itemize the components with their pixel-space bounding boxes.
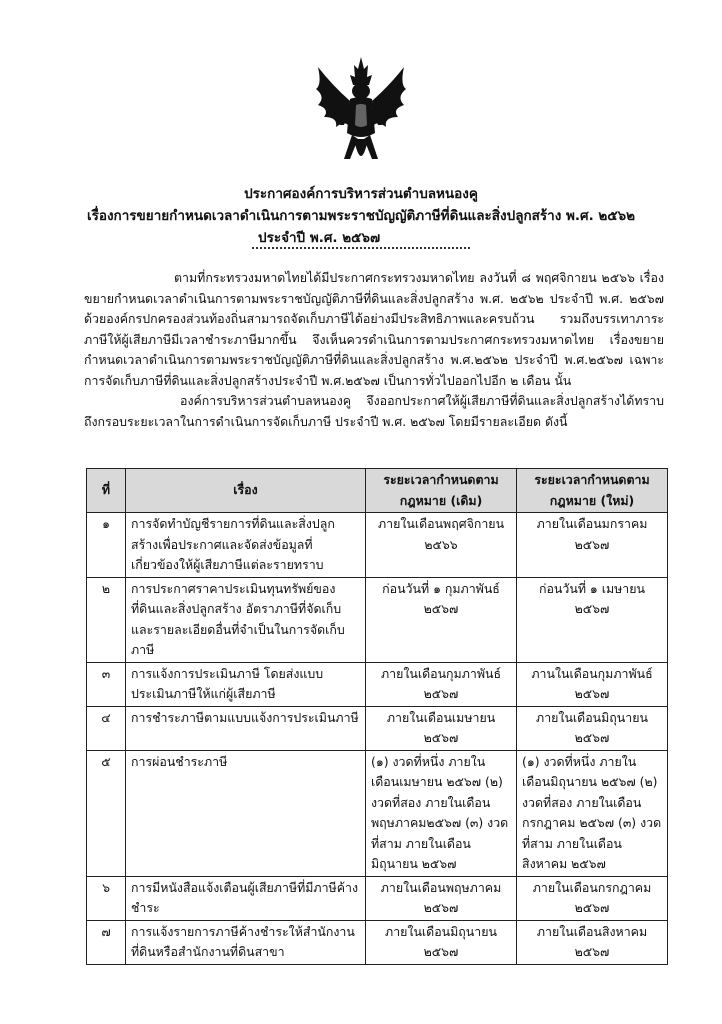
header-old-line1: ระยะเวลากำหนดตาม xyxy=(383,472,499,487)
schedule-table xyxy=(86,468,668,965)
header-subject: เรื่อง xyxy=(126,469,366,513)
row-old-deadline: ภายในเดือนกุมภาพันธ์ ๒๕๖๗ xyxy=(366,662,517,706)
row-old-deadline: ก่อนวันที่ ๑ กุมภาพันธ์ ๒๕๖๗ xyxy=(366,577,517,662)
row-old-deadline: ภายในเดือนมิถุนายน ๒๕๖๗ xyxy=(366,920,517,964)
dotted-divider xyxy=(252,247,470,249)
row-new-deadline: ภานในเดือนกุมภาพันธ์ ๒๕๖๗ xyxy=(517,662,668,706)
row-new-deadline: ภายในเดือนกรกฎาคม ๒๕๖๗ xyxy=(517,876,668,920)
row-old-deadline: ภายในเดือนพฤศจิกายน ๒๕๖๖ xyxy=(366,513,517,578)
row-subject: การมีหนังสือแจ้งเตือนผู้เสียภาษีที่มีภาษีค้างชำระ xyxy=(126,876,366,920)
row-new-deadline: (๑) งวดที่หนึ่ง ภายในเดือนมิถุนายน ๒๕๖๗ (๒) งวดที่สอง ภายในเดือนกรกฎาคม ๒๕๖๗ (๓) งวดที่สาม ภายในเดือนสิงหาคม ๒๕๖๗ xyxy=(517,750,668,876)
row-subject: การผ่อนชำระภาษี xyxy=(126,750,366,876)
announcement-title xyxy=(0,183,722,249)
row-old-deadline: ภายในเดือนเมษายน ๒๕๖๗ xyxy=(366,706,517,750)
table-row xyxy=(87,577,668,662)
table-header-row xyxy=(87,469,668,513)
row-new-deadline: ภายในเดือนมิถุนายน ๒๕๖๗ xyxy=(517,706,668,750)
row-subject: การจัดทำบัญชีรายการที่ดินและสิ่งปลูกสร้างเพื่อประกาศและจัดส่งข้อมูลที่เกี่ยวข้องให้ผู้เสียภาษีแต่ละรายทราบ xyxy=(126,513,366,578)
title-line-3: ประจำปี พ.ศ. ๒๕๖๗ xyxy=(258,230,381,246)
header-new-line2: กฎหมาย (ใหม่) xyxy=(549,492,635,508)
title-line-1: ประกาศองค์การบริหารส่วนตำบลหนองคู xyxy=(244,186,478,202)
row-no: ๗ xyxy=(87,920,126,964)
announcement-body xyxy=(84,268,664,432)
header-new-line1: ระยะเวลากำหนดตาม xyxy=(534,472,650,487)
row-new-deadline: ภายในเดือนสิงหาคม ๒๕๖๗ xyxy=(517,920,668,964)
body-paragraph-2: องค์การบริหารส่วนตำบลหนองคู จึงออกประกาศให้ผู้เสียภาษีที่ดินและสิ่งปลูกสร้างได้ทราบถึงกรอบระยะเวลาในการดำเนินการจัดเก็บภาษี ประจำปี พ.ศ. ๒๕๖๗ โดยมีรายละเอียด ดังนี้ xyxy=(84,393,664,429)
row-no: ๒ xyxy=(87,577,126,662)
row-subject: การประกาศราคาประเมินทุนทรัพย์ของที่ดินและสิ่งปลูกสร้าง อัตราภาษีที่จัดเก็บ และรายละเอียดอื่นที่จำเป็นในการจัดเก็บภาษี xyxy=(126,577,366,662)
row-subject: การแจ้งรายการภาษีค้างชำระให้สำนักงานที่ดินหรือสำนักงานที่ดินสาขา xyxy=(126,920,366,964)
title-line-2: เรื่องการขยายกำหนดเวลาดำเนินการตามพระราชบัญญัติภาษีที่ดินและสิ่งปลูกสร้าง พ.ศ. ๒๕๖๒ xyxy=(86,208,636,224)
row-subject: การแจ้งการประเมินภาษี โดยส่งแบบประเมินภาษีให้แก่ผู้เสียภาษี xyxy=(126,662,366,706)
table-row xyxy=(87,876,668,920)
row-new-deadline: ก่อนวันที่ ๑ เมษายน ๒๕๖๗ xyxy=(517,577,668,662)
header-old-line2: กฎหมาย (เดิม) xyxy=(399,492,483,508)
table-row xyxy=(87,513,668,578)
row-new-deadline: ภายในเดือนมกราคม ๒๕๖๗ xyxy=(517,513,668,578)
table-row xyxy=(87,920,668,964)
row-no: ๕ xyxy=(87,750,126,876)
table-row xyxy=(87,750,668,876)
row-no: ๓ xyxy=(87,662,126,706)
table-row xyxy=(87,662,668,706)
row-old-deadline: (๑) งวดที่หนึ่ง ภายในเดือนเมษายน ๒๕๖๗ (๒) งวดที่สอง ภายในเดือนพฤษภาคม๒๕๖๗ (๓) งวดที่สาม ภายในเดือนมิถุนายน ๒๕๖๗ xyxy=(366,750,517,876)
row-no: ๖ xyxy=(87,876,126,920)
body-paragraph-1: ตามที่กระทรวงมหาดไทยได้มีประกาศกระทรวงมหาดไทย ลงวันที่ ๘ พฤศจิกายน ๒๕๖๖ เรื่อง ขยายกำหนดเวลาดำเนินการตามพระราชบัญญัติภาษีที่ดินและสิ่งปลูกสร้าง พ.ศ. ๒๕๖๒ ประจำปี พ.ศ. ๒๕๖๗ ด้วยองค์กรปกครองส่วนท้องถิ่นสามารถจัดเก็บภาษีได้อย่างมีประสิทธิภาพและครบถ้วน รวมถึงบรรเทาภาระภาษีให้ผู้เสียภาษีมีเวลาชำระภาษีมากขึ้น จึงเห็นควรดำเนินการตามประกาศกระทรวงมหาดไทย เรื่องขยายกำหนดเวลาดำเนินการตามพระราชบัญญัติภาษีที่ดินและสิ่งปลูกสร้าง พ.ศ.๒๕๖๒ ประจำปี พ.ศ.๒๕๖๗ เฉพาะการจัดเก็บภาษีที่ดินและสิ่งปลูกสร้างประจำปี พ.ศ.๒๕๖๗ เป็นการทั่วไปออกไปอีก ๒ เดือน นั้น xyxy=(84,270,664,388)
table-row xyxy=(87,706,668,750)
header-no: ที่ xyxy=(87,469,126,513)
row-no: ๔ xyxy=(87,706,126,750)
row-subject: การชำระภาษีตามแบบแจ้งการประเมินภาษี xyxy=(126,706,366,750)
row-no: ๑ xyxy=(87,513,126,578)
header-new-deadline xyxy=(517,469,668,513)
garuda-emblem-icon xyxy=(312,55,410,173)
header-old-deadline xyxy=(366,469,517,513)
row-old-deadline: ภายในเดือนพฤษภาคม ๒๕๖๗ xyxy=(366,876,517,920)
